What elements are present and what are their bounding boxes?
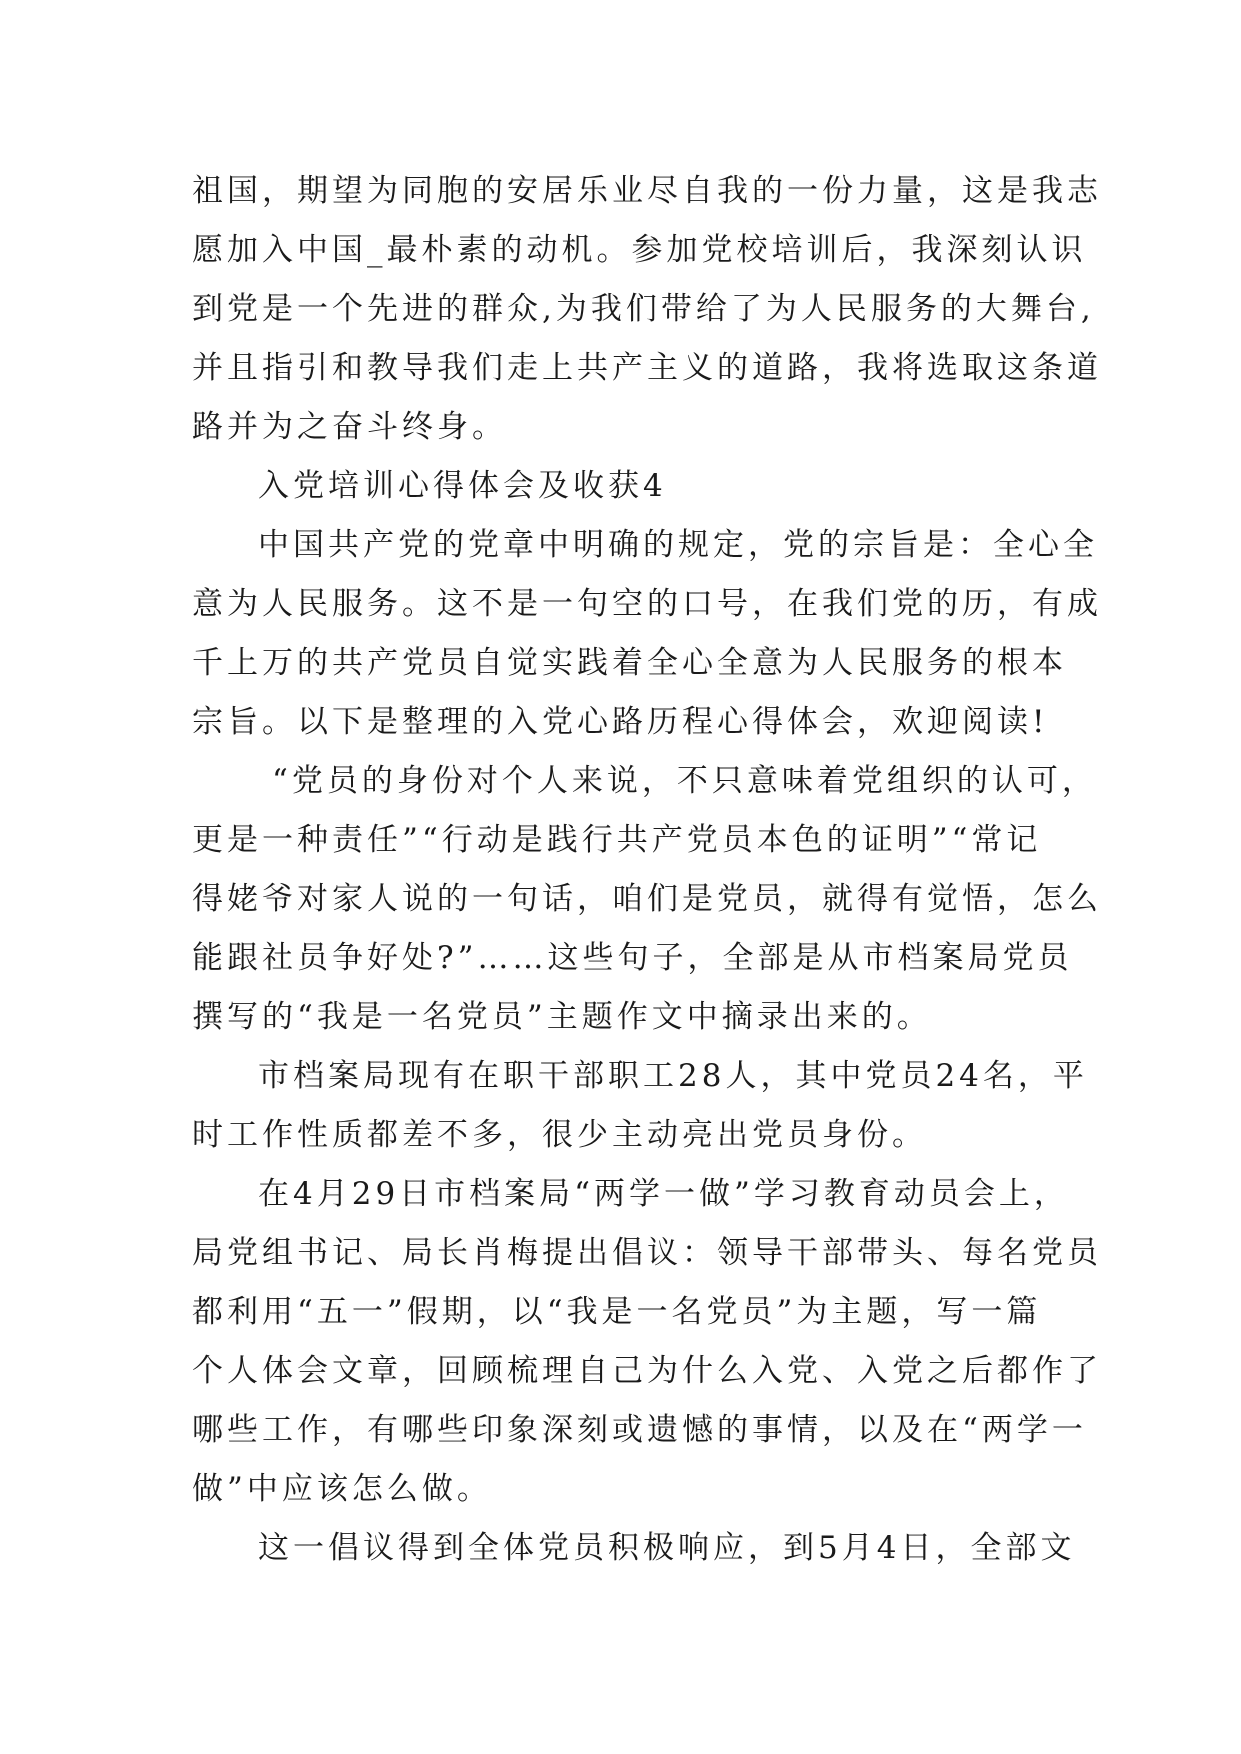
text-line: 能跟社员争好处?”……这些句子，全部是从市档案局党员 [192, 940, 1073, 976]
document-body [192, 162, 1102, 1578]
text-line: 路并为之奋斗终身。 [192, 409, 507, 445]
text-line: 愿加入中国_最朴素的动机。参加党校培训后，我深刻认识 [192, 232, 1087, 268]
text-line: 更是一种责任”“行动是践行共产党员本色的证明”“常记 [192, 822, 1042, 858]
text-line: 局党组书记、局长肖梅提出倡议：领导干部带头、每名党员 [192, 1235, 1102, 1271]
paragraph [192, 516, 1102, 752]
text-line: 市档案局现有在职干部职工28人，其中党员24名，平 [258, 1058, 1088, 1094]
text-line: 千上万的共产党员自觉实践着全心全意为人民服务的根本 [192, 645, 1067, 681]
text-line: 都利用“五一”假期，以“我是一名党员”为主题，写一篇 [192, 1294, 1042, 1330]
paragraph-continuation [192, 162, 1102, 457]
text-line: 宗旨。以下是整理的入党心路历程心得体会，欢迎阅读! [192, 704, 1049, 740]
text-line: 时工作性质都差不多，很少主动亮出党员身份。 [192, 1117, 927, 1153]
text-line: 在4月29日市档案局“两学一做”学习教育动员会上， [258, 1176, 1069, 1212]
text-line: 祖国，期望为同胞的安居乐业尽自我的一份力量，这是我志 [192, 173, 1102, 209]
text-line: 这一倡议得到全体党员积极响应，到5月4日，全部文 [258, 1530, 1076, 1566]
paragraph [192, 752, 1102, 1047]
text-line: 到党是一个先进的群众,为我们带给了为人民服务的大舞台, [192, 291, 1095, 327]
paragraph [192, 1519, 1088, 1578]
text-line: “党员的身份对个人来说，不只意味着党组织的认可， [272, 763, 1097, 799]
text-line: 得姥爷对家人说的一句话，咱们是党员，就得有觉悟，怎么 [192, 881, 1102, 917]
paragraph [192, 1165, 1102, 1519]
section-heading-text: 入党培训心得体会及收获4 [258, 468, 667, 504]
text-line: 并且指引和教导我们走上共产主义的道路，我将选取这条道 [192, 350, 1102, 386]
text-line: 意为人民服务。这不是一句空的口号，在我们党的历，有成 [192, 586, 1102, 622]
text-line: 哪些工作，有哪些印象深刻或遗憾的事情，以及在“两学一 [192, 1412, 1087, 1448]
text-line: 做”中应该怎么做。 [192, 1471, 492, 1507]
text-line: 撰写的“我是一名党员”主题作文中摘录出来的。 [192, 999, 932, 1035]
text-line: 个人体会文章，回顾梳理自己为什么入党、入党之后都作了 [192, 1353, 1102, 1389]
paragraph [192, 1047, 1088, 1165]
text-line: 中国共产党的党章中明确的规定，党的宗旨是：全心全 [258, 527, 1098, 563]
section-heading [192, 457, 1088, 516]
